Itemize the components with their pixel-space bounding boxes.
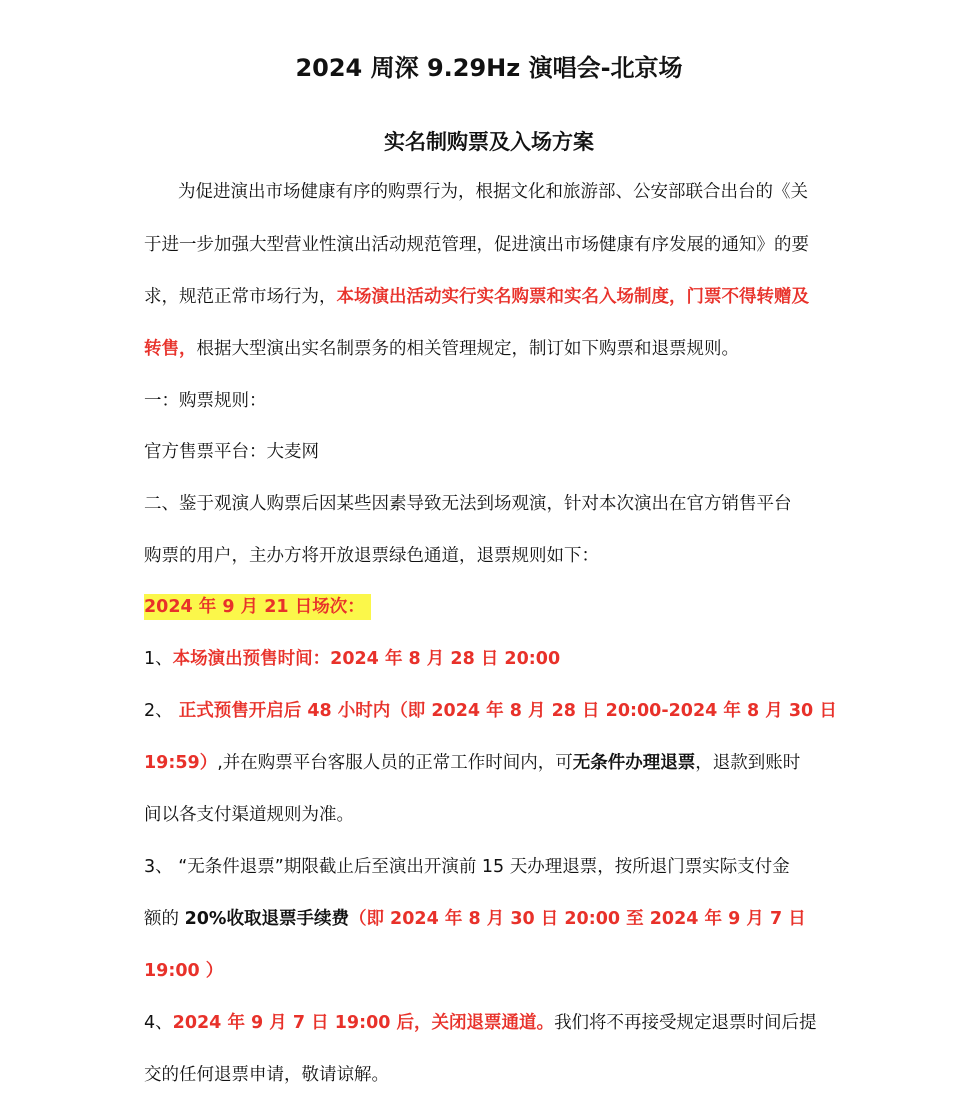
rule-2-line-3: 间以各支付渠道规则为准。	[144, 805, 354, 825]
intro-line-4	[144, 337, 739, 361]
rule-4-number: 4、	[144, 1013, 173, 1033]
session-heading	[144, 595, 371, 619]
rule-2-text-end: ，退款到账时	[695, 753, 801, 773]
rule-2-line-2	[144, 751, 800, 775]
rule-3-line-1: 3、 “无条件退票”期限截止后至演出开演前 15 天办理退票，按所退门票实际支付金	[144, 857, 790, 877]
rule-4-closing: 2024 年 9 月 7 日 19:00 后，关闭退票通道。	[172, 1013, 555, 1033]
rule-1	[144, 647, 560, 671]
intro-emphasis: 本场演出活动实行实名购票和实名入场制度，门票不得转赠及	[336, 287, 809, 307]
rule-3-period-end: 19:00 ）	[144, 961, 224, 981]
rule-1-number: 1、	[144, 649, 173, 669]
rule-2-bold: 无条件办理退票	[572, 753, 696, 773]
intro-text-end: 根据大型演出实名制票务的相关管理规定，制订如下购票和退票规则。	[196, 339, 739, 359]
rule-2-period: 正式预售开启后 48 小时内（即 2024 年 8 月 28 日 20:00-2024 年 8 月 30 日	[172, 701, 837, 721]
rule-4-line-1	[144, 1011, 817, 1035]
session-highlight: 2024 年 9 月 21 日场次：	[144, 594, 371, 620]
intro-line-3	[144, 285, 809, 309]
rule-3-line-3	[144, 959, 223, 983]
rule-4-text: 我们将不再接受规定退票时间后提	[554, 1013, 817, 1033]
section-refund-line-2: 购票的用户，主办方将开放退票绿色通道，退票规则如下：	[144, 546, 599, 566]
intro-line-1: 为促进演出市场健康有序的购票行为，根据文化和旅游部、公安部联合出台的《关	[178, 182, 808, 202]
rule-3-text: 额的	[144, 909, 185, 929]
intro-emphasis-end: 转售，	[144, 339, 197, 359]
document-subtitle: 实名制购票及入场方案	[384, 130, 594, 154]
intro-line-2: 于进一步加强大型营业性演出活动规范管理，促进演出市场健康有序发展的通知》的要	[144, 235, 809, 255]
section-heading-purchase: 一：购票规则：	[144, 391, 267, 411]
document-title: 2024 周深 9.29Hz 演唱会-北京场	[295, 54, 683, 82]
rule-2-text: ,并在购票平台客服人员的正常工作时间内，可	[217, 753, 573, 773]
official-platform: 官方售票平台：大麦网	[144, 442, 319, 462]
rule-2-number: 2、	[144, 701, 173, 721]
rule-2-line-1	[144, 699, 837, 723]
rule-2-period-end: 19:59）	[144, 753, 218, 773]
section-refund-line-1: 二、鉴于观演人购票后因某些因素导致无法到场观演，针对本次演出在官方销售平台	[144, 494, 792, 514]
rule-4-line-2: 交的任何退票申请，敬请谅解。	[144, 1065, 389, 1085]
rule-1-text: 本场演出预售时间：2024 年 8 月 28 日 20:00	[172, 649, 561, 669]
rule-3-fee: 20%收取退票手续费	[184, 909, 349, 929]
rule-3-line-2	[144, 907, 806, 931]
rule-3-period: （即 2024 年 8 月 30 日 20:00 至 2024 年 9 月 7 日	[348, 909, 806, 929]
intro-text: 求，规范正常市场行为，	[144, 287, 337, 307]
